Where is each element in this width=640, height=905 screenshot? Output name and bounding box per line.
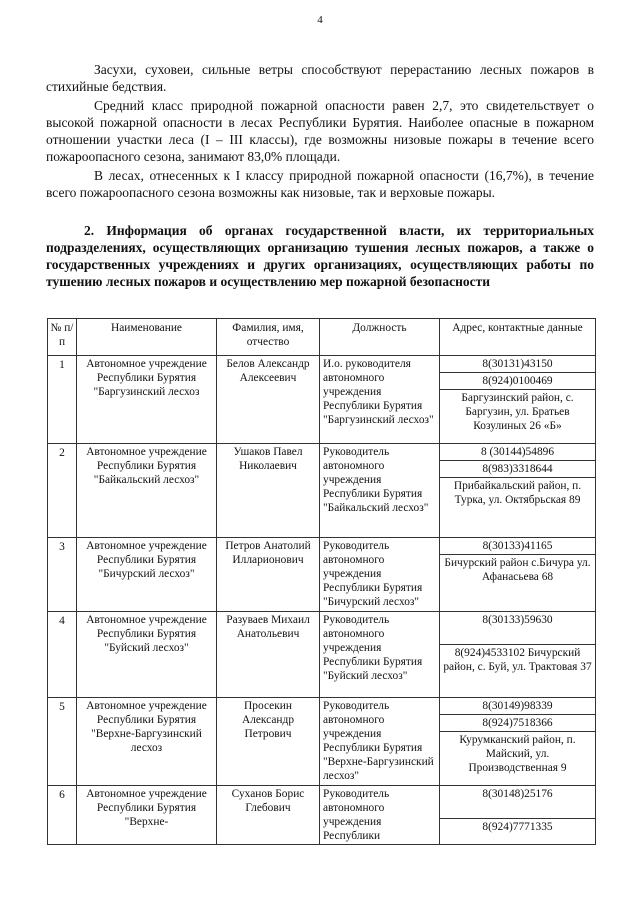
table-row — [48, 698, 596, 786]
row-contacts — [440, 538, 596, 612]
table-row — [48, 444, 596, 538]
header-fio: Фамилия, имя, отчество — [217, 319, 320, 356]
phone: 8(983)3318644 — [440, 461, 595, 478]
row-num: 2 — [48, 444, 77, 538]
phone: 8(30148)25176 — [440, 786, 595, 819]
phone: 8(30133)41165 — [440, 538, 595, 555]
header-name: Наименование — [77, 319, 217, 356]
row-name: Автономное учреждение Республики Бурятия "Баргузинский лесхоз — [77, 356, 217, 444]
row-contacts — [440, 356, 596, 444]
row-num: 3 — [48, 538, 77, 612]
row-contacts — [440, 786, 596, 845]
table-header-row — [48, 319, 596, 356]
address: Курумканский район, п. Майский, ул. Производственная 9 — [459, 734, 576, 774]
row-num: 4 — [48, 612, 77, 698]
row-position: Руководитель автономного учреждения Республики Бурятия "Байкальский лесхоз" — [320, 444, 440, 538]
table-row — [48, 356, 596, 444]
row-fio: Разуваев Михаил Анатольевич — [217, 612, 320, 698]
table-row — [48, 786, 596, 845]
row-fio: Ушаков Павел Николаевич — [217, 444, 320, 538]
address: 8(924)4533102 Бичурский район, с. Буй, ул. Трактовая 37 — [443, 647, 592, 673]
row-name: Автономное учреждение Республики Бурятия "Байкальский лесхоз" — [77, 444, 217, 538]
forest-fire-organizations-table — [47, 318, 596, 845]
row-position: Руководитель автономного учреждения Республики Бурятия "Буйский лесхоз" — [320, 612, 440, 698]
header-num: № п/п — [48, 319, 77, 356]
row-fio: Белов Александр Алексеевич — [217, 356, 320, 444]
section-heading: 2. Информация об органах государственной власти, их территориальных подразделениях, осуществляющих организацию тушения лесных пожаров, а также о государственных учреждениях и других организациях, осуществляющих работы по тушению лесных пожаров и осуществлению мер пожарной безопасности — [46, 223, 594, 289]
paragraph-fire-danger-class: Средний класс природной пожарной опасности равен 2,7, это свидетельствует о высокой пожарной опасности в лесах Республики Бурятия. Наиболее опасные в пожарном отношении участки леса (I – III классы), где возможны низовые пожары в течение всего пожароопасного сезона, занимают 83,0% площади. — [46, 98, 594, 164]
header-position: Должность — [320, 319, 440, 356]
table-row — [48, 612, 596, 698]
table-row — [48, 538, 596, 612]
row-num: 1 — [48, 356, 77, 444]
phone: 8(30133)59630 — [440, 612, 595, 645]
row-contacts — [440, 698, 596, 786]
phone: 8(30149)98339 — [440, 698, 595, 715]
phone: 8(924)7771335 — [482, 821, 553, 833]
row-fio: Просекин Александр Петрович — [217, 698, 320, 786]
row-name: Автономное учреждение Республики Бурятия "Буйский лесхоз" — [77, 612, 217, 698]
phone: 8(30131)43150 — [440, 356, 595, 373]
paragraph-class-one-forests: В лесах, отнесенных к I классу природной пожарной опасности (16,7%), в течение всего пожароопасного сезона возможны как низовые, так и верховые пожары. — [46, 168, 594, 200]
row-name: Автономное учреждение Республики Бурятия "Верхне-Баргузинский лесхоз — [77, 698, 217, 786]
row-num: 5 — [48, 698, 77, 786]
page-number: 4 — [317, 14, 323, 26]
row-position: Руководитель автономного учреждения Республики Бурятия "Верхне-Баргузинский лесхоз" — [320, 698, 440, 786]
address: Прибайкальский район, п. Турка, ул. Октябрьская 89 — [453, 480, 582, 506]
row-num: 6 — [48, 786, 77, 845]
row-contacts — [440, 444, 596, 538]
row-fio: Суханов Борис Глебович — [217, 786, 320, 845]
row-position: И.о. руководителя автономного учреждения Республики Бурятия "Баргузинский лесхоз" — [320, 356, 440, 444]
phone: 8(924)0100469 — [440, 373, 595, 390]
row-name: Автономное учреждение Республики Бурятия "Верхне- — [77, 786, 217, 845]
row-name: Автономное учреждение Республики Бурятия "Бичурский лесхоз" — [77, 538, 217, 612]
phone: 8(924)7518366 — [440, 715, 595, 732]
row-fio: Петров Анатолий Илларионович — [217, 538, 320, 612]
header-address: Адрес, контактные данные — [440, 319, 596, 356]
address: Баргузинский район, с. Баргузин, ул. Братьев Козулиных 26 «Б» — [461, 392, 574, 432]
row-position: Руководитель автономного учреждения Республики Бурятия "Бичурский лесхоз" — [320, 538, 440, 612]
address: Бичурский район с.Бичура ул. Афанасьева 68 — [444, 557, 591, 583]
row-contacts — [440, 612, 596, 698]
phone: 8 (30144)54896 — [440, 444, 595, 461]
row-position: Руководитель автономного учреждения Республики — [320, 786, 440, 845]
paragraph-droughts: Засухи, суховеи, сильные ветры способствуют перерастанию лесных пожаров в стихийные бедствия. — [46, 62, 594, 94]
